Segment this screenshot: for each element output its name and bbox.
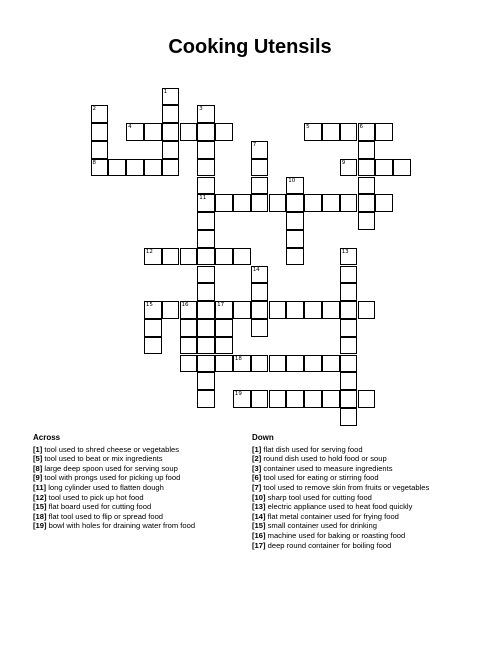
grid-cell[interactable] (358, 194, 376, 212)
across-list (33, 445, 195, 531)
cell-number: 13 (341, 248, 349, 255)
clue-text: tool used to remove skin from fruits or vegetables (261, 482, 430, 492)
grid-cell[interactable] (340, 266, 358, 284)
grid-cell[interactable] (180, 248, 198, 266)
clue-number: [2] (252, 454, 262, 464)
grid-cell[interactable] (144, 248, 162, 266)
clue-text: electric appliance used to heat food quickly (265, 502, 413, 512)
grid-cell[interactable] (197, 230, 215, 248)
grid-cell[interactable] (286, 301, 304, 319)
cell-number: 16 (181, 302, 189, 309)
grid-cell[interactable] (340, 408, 358, 426)
grid-cell[interactable] (144, 123, 162, 141)
across-clues (33, 433, 195, 531)
clue-number: [10] (252, 492, 266, 502)
grid-cell[interactable] (304, 301, 322, 319)
grid-cell[interactable] (286, 177, 304, 195)
grid-cell[interactable] (286, 248, 304, 266)
grid-cell[interactable] (91, 141, 109, 159)
clue-number: [8] (33, 463, 43, 473)
clue-item (33, 483, 195, 493)
grid-cell[interactable] (215, 355, 233, 373)
cell-number: 6 (359, 124, 363, 131)
grid-cell[interactable] (375, 123, 393, 141)
grid-cell[interactable] (197, 390, 215, 408)
grid-cell[interactable] (233, 390, 251, 408)
grid-cell[interactable] (144, 301, 162, 319)
grid-cell[interactable] (251, 266, 269, 284)
clue-item (33, 473, 195, 483)
grid-cell[interactable] (304, 194, 322, 212)
clue-text: large deep spoon used for serving soup (42, 463, 178, 473)
grid-cell[interactable] (144, 159, 162, 177)
grid-cell[interactable] (197, 141, 215, 159)
grid-cell[interactable] (180, 123, 198, 141)
grid-cell[interactable] (197, 123, 215, 141)
grid-cell[interactable] (215, 319, 233, 337)
grid-cell[interactable] (126, 123, 144, 141)
clue-text: container used to measure ingredients (261, 463, 393, 473)
grid-cell[interactable] (251, 141, 269, 159)
clue-number: [3] (252, 463, 262, 473)
grid-cell[interactable] (233, 194, 251, 212)
clue-item (33, 464, 195, 474)
grid-cell[interactable] (197, 283, 215, 301)
grid-cell[interactable] (197, 266, 215, 284)
grid-cell[interactable] (91, 159, 109, 177)
grid-cell[interactable] (197, 248, 215, 266)
clue-item (33, 502, 195, 512)
grid-cell[interactable] (251, 159, 269, 177)
grid-cell[interactable] (304, 355, 322, 373)
clue-item (33, 521, 195, 531)
cell-number: 9 (341, 159, 346, 166)
clue-text: flat tool used to flip or spread food (46, 511, 164, 521)
grid-cell[interactable] (251, 177, 269, 195)
clue-text: tool used for eating or stirring food (261, 473, 379, 483)
clue-text: flat dish used for serving food (261, 444, 363, 454)
grid-cell[interactable] (375, 159, 393, 177)
clue-item (252, 473, 429, 483)
grid-cell[interactable] (180, 337, 198, 355)
clue-text: tool used to beat or mix ingredients (42, 454, 163, 464)
grid-cell[interactable] (162, 159, 180, 177)
grid-cell[interactable] (251, 319, 269, 337)
clue-number: [19] (33, 521, 47, 531)
across-heading: Across (33, 433, 61, 442)
grid-cell[interactable] (358, 390, 376, 408)
grid-cell[interactable] (197, 212, 215, 230)
cell-number: 14 (252, 266, 260, 273)
grid-cell[interactable] (233, 248, 251, 266)
grid-cell[interactable] (322, 390, 340, 408)
grid-cell[interactable] (197, 372, 215, 390)
cell-number: 11 (199, 195, 207, 202)
grid-cell[interactable] (162, 88, 180, 106)
clue-text: deep round container for boiling food (265, 540, 392, 550)
cell-number: 1 (163, 88, 168, 95)
grid-cell[interactable] (340, 248, 358, 266)
clue-item (33, 445, 195, 455)
cell-number: 12 (145, 248, 153, 255)
clue-item (252, 521, 429, 531)
grid-cell[interactable] (322, 123, 340, 141)
grid-cell[interactable] (269, 194, 287, 212)
clue-item (252, 502, 429, 512)
grid-cell[interactable] (286, 355, 304, 373)
clue-item (252, 541, 429, 551)
grid-cell[interactable] (162, 123, 180, 141)
grid-cell[interactable] (162, 301, 180, 319)
clue-number: [13] (252, 502, 266, 512)
grid-cell[interactable] (233, 301, 251, 319)
grid-cell[interactable] (251, 390, 269, 408)
grid-cell[interactable] (197, 194, 215, 212)
cell-number: 4 (128, 124, 132, 131)
grid-cell[interactable] (269, 301, 287, 319)
clue-text: flat board used for cutting food (46, 502, 152, 512)
grid-cell[interactable] (340, 123, 358, 141)
grid-cell[interactable] (215, 337, 233, 355)
grid-cell[interactable] (340, 355, 358, 373)
grid-cell[interactable] (197, 159, 215, 177)
cell-number: 2 (92, 106, 96, 113)
grid-cell[interactable] (197, 355, 215, 373)
clue-text: tool with prongs used for picking up food (42, 473, 181, 483)
cell-number: 7 (252, 141, 257, 148)
grid-cell[interactable] (393, 159, 411, 177)
clue-number: [15] (252, 521, 266, 531)
clue-item (252, 512, 429, 522)
grid-cell[interactable] (358, 123, 376, 141)
grid-cell[interactable] (322, 301, 340, 319)
grid-cell[interactable] (269, 355, 287, 373)
grid-cell[interactable] (233, 355, 251, 373)
grid-cell[interactable] (251, 283, 269, 301)
cell-number: 3 (199, 106, 203, 113)
grid-cell[interactable] (162, 248, 180, 266)
clue-text: tool used to pick up hot food (46, 492, 144, 502)
grid-cell[interactable] (286, 230, 304, 248)
grid-cell[interactable] (162, 141, 180, 159)
grid-cell[interactable] (340, 319, 358, 337)
grid-cell[interactable] (197, 337, 215, 355)
cell-number: 17 (217, 302, 225, 309)
grid-cell[interactable] (91, 123, 109, 141)
clue-number: [9] (33, 473, 43, 483)
grid-cell[interactable] (108, 159, 126, 177)
clue-number: [1] (252, 444, 262, 454)
clue-text: flat metal container used for frying food (265, 511, 399, 521)
grid-cell[interactable] (197, 105, 215, 123)
grid-cell[interactable] (358, 159, 376, 177)
clue-number: [1] (33, 444, 43, 454)
clue-number: [7] (252, 482, 262, 492)
grid-cell[interactable] (215, 301, 233, 319)
grid-cell[interactable] (358, 177, 376, 195)
grid-cell[interactable] (180, 355, 198, 373)
page-title: Cooking Utensils (168, 36, 332, 58)
clue-number: [18] (33, 511, 47, 521)
grid-cell[interactable] (251, 355, 269, 373)
grid-cell[interactable] (340, 159, 358, 177)
cell-number: 8 (92, 159, 96, 166)
clue-number: [5] (33, 454, 43, 464)
down-list (252, 445, 429, 551)
grid-cell[interactable] (251, 194, 269, 212)
grid-cell[interactable] (304, 123, 322, 141)
clue-text: bowl with holes for draining water from food (46, 521, 196, 531)
grid-cell[interactable] (197, 319, 215, 337)
grid-cell[interactable] (180, 319, 198, 337)
grid-cell[interactable] (340, 372, 358, 390)
grid-cell[interactable] (180, 301, 198, 319)
cell-number: 10 (288, 177, 296, 184)
grid-cell[interactable] (375, 194, 393, 212)
grid-cell[interactable] (304, 390, 322, 408)
clue-item (252, 531, 429, 541)
grid-cell[interactable] (340, 283, 358, 301)
clue-item (252, 464, 429, 474)
clue-text: round dish used to hold food or soup (261, 454, 387, 464)
clue-number: [14] (252, 511, 266, 521)
cell-number: 5 (306, 124, 310, 131)
clue-number: [17] (252, 540, 266, 550)
clue-item (33, 512, 195, 522)
grid-cell[interactable] (358, 301, 376, 319)
down-clues (252, 433, 429, 550)
clue-item (33, 493, 195, 503)
grid-cell[interactable] (340, 390, 358, 408)
grid-cell[interactable] (215, 123, 233, 141)
grid-cell[interactable] (358, 141, 376, 159)
clue-item (252, 454, 429, 464)
grid-cell[interactable] (197, 177, 215, 195)
clue-text: small container used for drinking (265, 521, 377, 531)
grid-cell[interactable] (215, 248, 233, 266)
cell-number: 15 (145, 302, 153, 309)
grid-cell[interactable] (322, 355, 340, 373)
clue-item (252, 445, 429, 455)
grid-cell[interactable] (286, 212, 304, 230)
grid-cell[interactable] (340, 337, 358, 355)
grid-cell[interactable] (251, 301, 269, 319)
grid-cell[interactable] (286, 390, 304, 408)
grid-cell[interactable] (358, 212, 376, 230)
grid-cell[interactable] (144, 337, 162, 355)
clue-text: long cylinder used to flatten dough (46, 482, 164, 492)
grid-cell[interactable] (215, 194, 233, 212)
clue-number: [11] (33, 482, 47, 492)
grid-cell[interactable] (322, 194, 340, 212)
grid-cell[interactable] (144, 319, 162, 337)
clue-item (252, 483, 429, 493)
clue-item (33, 454, 195, 464)
clue-item (252, 493, 429, 503)
grid-cell[interactable] (269, 390, 287, 408)
grid-cell[interactable] (286, 194, 304, 212)
cell-number: 19 (234, 391, 242, 398)
grid-cell[interactable] (340, 301, 358, 319)
grid-cell[interactable] (91, 105, 109, 123)
clue-number: [16] (252, 530, 266, 540)
grid-cell[interactable] (126, 159, 144, 177)
clue-text: tool used to shred cheese or vegetables (42, 444, 180, 454)
cell-number: 18 (234, 355, 242, 362)
clue-text: machine used for baking or roasting food (265, 530, 406, 540)
clue-number: [12] (33, 492, 47, 502)
grid-cell[interactable] (197, 301, 215, 319)
grid-cell[interactable] (340, 194, 358, 212)
down-heading: Down (252, 433, 274, 442)
clue-number: [15] (33, 502, 47, 512)
grid-cell[interactable] (162, 105, 180, 123)
clue-text: sharp tool used for cutting food (265, 492, 372, 502)
clue-number: [6] (252, 473, 262, 483)
